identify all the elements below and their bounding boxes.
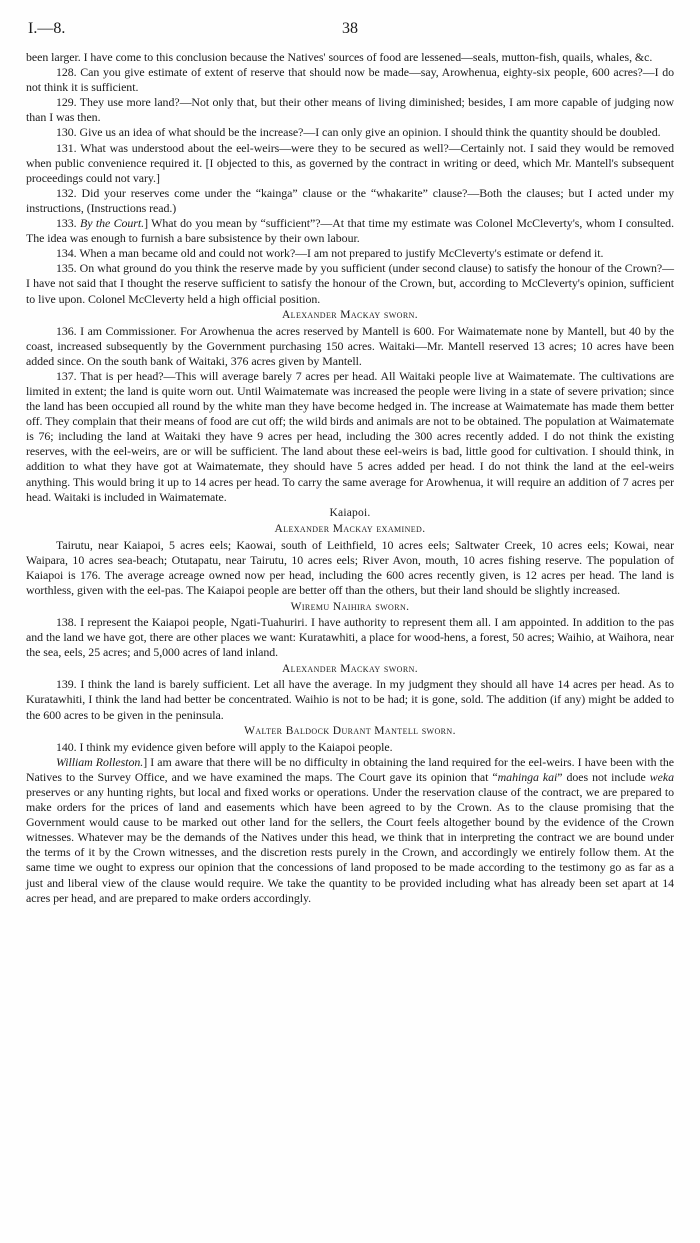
paragraph-129: 129. They use more land?—Not only that, but their other means of living diminished; besides, I am more capable of judging now than I was then. <box>26 95 674 125</box>
paragraph-133-number: 133. <box>56 216 77 231</box>
mahinga-kai-term: mahinga kai <box>497 769 558 784</box>
witness-heading-mackay-1: Alexander Mackay sworn. <box>281 309 419 322</box>
paragraph-131: 131. What was understood about the eel-weirs—were they to be secured as well?—Certainly not. I said they would be removed when public convenience required it. [I objected to this, as governed by the contract in writing or deed, which Mr. Mantell's subsequent proceedings could not vary.] <box>26 140 674 185</box>
rolleston-text-2: ” does not include <box>557 769 650 784</box>
rolleston-name: William Rolleston. <box>56 754 144 769</box>
paragraph-136: 136. I am Commissioner. For Arowhenua the acres reserved by Mantell is 600. For Waimatemate none by Mantell, but 40 by the coast, increased subsequently by the Government purchasing 150 acres. Waitaki—Mr. Mantell reserved 13 acres; 10 acres have been added since. On the south bank of Waitaki, 376 acres given by Mantell. <box>26 323 674 368</box>
section-heading-kaiapoi: Kaiapoi. <box>329 507 371 520</box>
document-body <box>26 50 674 906</box>
paragraph-138: 138. I represent the Kaiapoi people, Ngati-Tuahuriri. I have authority to represent them all. I am appointed. In addition to the pas and the land we have got, there are other places we want: Kuratawhiti, a place for wood-hens, a forest, 50 acres; Waihio, at Waihora, near the sea, eels, 25 acres; and 5,000 acres of land inland. <box>26 615 674 660</box>
paragraph-139: 139. I think the land is barely sufficient. Let all have the average. In my judgment they should all have 14 acres per head. As to Kuratawhiti, I think the land had better be concentrated. Waihio is not to be had; it is gone, sold. The addition (if any) might be added to the 600 acres to be given in the peninsula. <box>26 677 674 722</box>
rolleston-text-3: preserves or any hunting rights, but local and fixed works or operations. Under the reservation clause of the contract, we are prepared to make orders for the prices of land and easements which have been agreed to by the Crown. As to the clause promising that the Government would cause to be marked out other land for the sellers, the Court feels altogether bound by the evidence of the Crown witnesses. Whatever may be the demands of the Natives under this head, we think that in interpreting the contract we are bound under the terms of it by the Crown witnesses, and the discretion rests purely in the Crown, and accordingly we entirely follow them. At the same time we ought to express our opinion that the concessions of land proposed to be made according to the testimony go as far as a just and liberal view of the clause would require. We take the quantity to be provided including what has already been set apart at 14 acres per head, and are prepared to make orders accordingly. <box>26 784 674 905</box>
paragraph-133-text: ] What do you mean by “sufficient”?—At that time my estimate was Colonel McCleverty's, whom I consulted. The idea was enough to furnish a bare subsistence by their own labour. <box>26 216 674 246</box>
paragraph-kaiapoi-reserves: Tairutu, near Kaiapoi, 5 acres eels; Kaowai, south of Leithfield, 10 acres eels; Saltwater Creek, 10 acres eels; Kowai, near Waipara, 10 acres sea-beach; Otutapatu, near Tairutu, 10 acres eels; River Avon, mouth, 10 acres fishing reserve. The population of Kaiapoi is 176. The average acreage owned now per head, including the 600 acres recently given, is 12 acres per head. The land is worthless, given with the eel-pas. The Kaiapoi people are better off than the others, but their land should be slightly increased. <box>26 537 674 597</box>
paragraph-130: 130. Give us an idea of what should be the increase?—I can only give an opinion. I should think the quantity should be doubled. <box>56 125 661 140</box>
document-reference: I.—8. <box>28 20 66 37</box>
paragraph-140: 140. I think my evidence given before will apply to the Kaiapoi people. <box>56 739 393 754</box>
paragraph-137: 137. That is per head?—This will average barely 7 acres per head. All Waitaki people live at Waimatemate. The cultivations are limited in extent; the land is quite worn out. Until Waimatemate was increased the people were living in a state of severe privation; since the land has been occupied all round by the white man they have become hedged in. The increase at Waimatemate has made them better off. They complain that their means of food are cut off; the wild birds and animals are not to be obtained. The population at Waimatemate is 76; including the land at Waitaki they have 9 acres per head, including the 300 acres recently added. I do not think the existing reserves, with the eel-weirs, are or will be sufficient. The land about these eel-weirs is bad, little good for cultivation. I should think, in addition to what they have got at Waimatemate, they should have 5 acres added per head. I do not think the land at the eel-weirs anything. This would bring it up to 14 acres per head. To carry the same average for Arowhenua, it will require an addition of 7 acres per head. Waitaki is included in Waimatemate. <box>26 368 674 504</box>
paragraph-132: 132. Did your reserves come under the “kainga” clause or the “whakarite” clause?—Both the clauses; but I acted under my instructions, (Instructions read.) <box>26 185 674 215</box>
paragraph-134: 134. When a man became old and could not work?—I am not prepared to justify McCleverty's estimate or defend it. <box>56 246 604 261</box>
witness-heading-naihira: Wiremu Naihira sworn. <box>290 600 410 613</box>
paragraph-rolleston <box>26 755 674 906</box>
paragraph-135: 135. On what ground do you think the reserve made by you sufficient (under second clause) to satisfy the honour of the Crown?—I have not said that I thought the reserve sufficient to satisfy the honour of the Crown, but, according to McCleverty's opinion, sufficient to live upon. Colonel McCleverty held a high official position. <box>26 261 674 306</box>
page-header <box>26 20 674 50</box>
witness-heading-mantell: Walter Baldock Durant Mantell sworn. <box>244 725 456 738</box>
witness-heading-mackay-2: Alexander Mackay examined. <box>274 523 426 536</box>
paragraph-133 <box>26 216 674 246</box>
rolleston-text-1: ] I am aware that there will be no difficulty in obtaining the land required for the eel-weirs. I have been with the Natives to the Survey Office, and we have examined the maps. The Court gave its opinion that “ <box>26 754 674 784</box>
witness-heading-mackay-3: Alexander Mackay sworn. <box>281 662 419 675</box>
weka-term: weka <box>649 769 674 784</box>
page-number: 38 <box>342 20 358 37</box>
by-the-court-label: By the Court. <box>80 216 145 231</box>
paragraph-continued: been larger. I have come to this conclusion because the Natives' sources of food are lessened—seals, mutton-fish, quails, whales, &c. <box>26 50 653 64</box>
paragraph-128: 128. Can you give estimate of extent of reserve that should now be made—say, Arowhenua, eighty-six people, 600 acres?—I do not think it is sufficient. <box>26 65 674 95</box>
